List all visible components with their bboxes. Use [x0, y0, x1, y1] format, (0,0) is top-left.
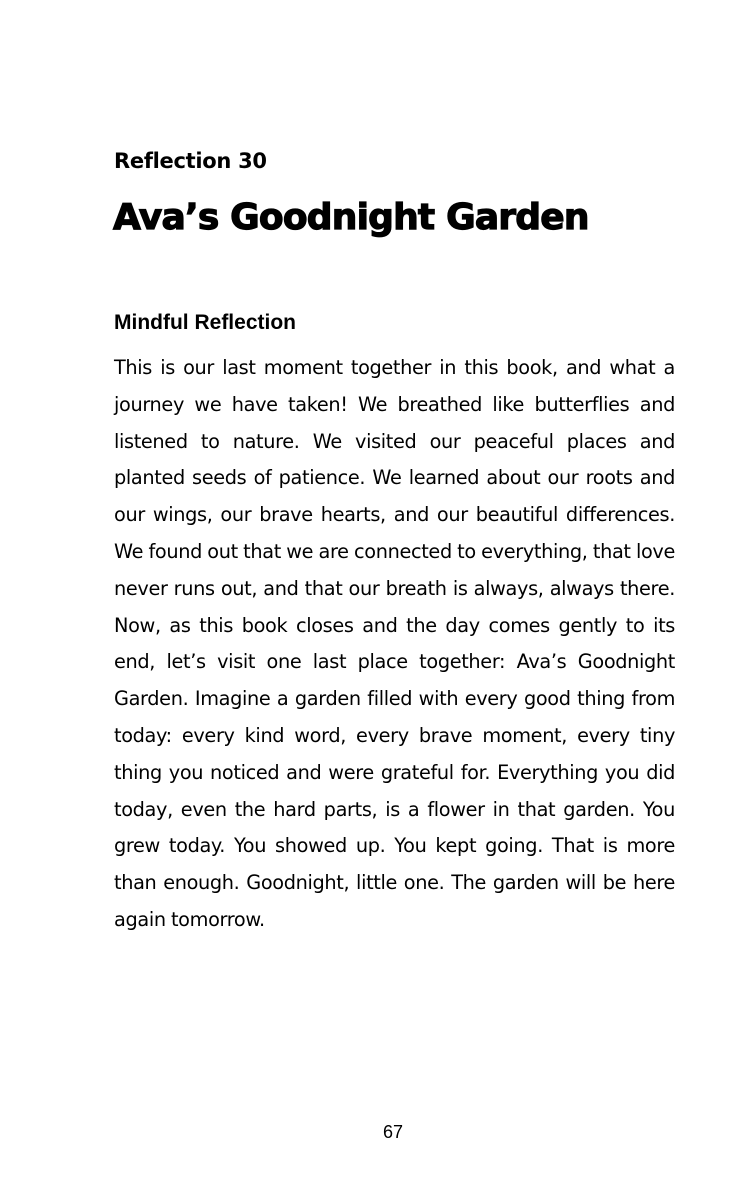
chapter-title: Ava’s Goodnight Garden: [113, 197, 589, 238]
reflection-label: Reflection 30: [114, 149, 267, 173]
page-number: 67: [382, 1122, 404, 1142]
section-heading: Mindful Reflection: [114, 311, 296, 334]
body-paragraph: This is our last moment together in this book, and what a journey we have taken! We breathed like butterflies and listened to nature. We visited our peaceful places and planted seeds of patience. We learned about our roots and our wings, our brave hearts, and our beautiful differences. We found out that we are connected to everything, that love never runs out, and that our breath is always, always there. Now, as this book closes and the day comes gently to its end, let’s visit one last place together: Ava’s Goodnight Garden. Imagine a garden filled with every good thing from today: every kind word, every brave moment, every tiny thing you noticed and were grateful for. Everything you did today, even the hard parts, is a flower in that garden. You grew today. You showed up. You kept going. That is more than enough. Goodnight, little one. The garden will be here again tomorrow.: [114, 356, 675, 931]
